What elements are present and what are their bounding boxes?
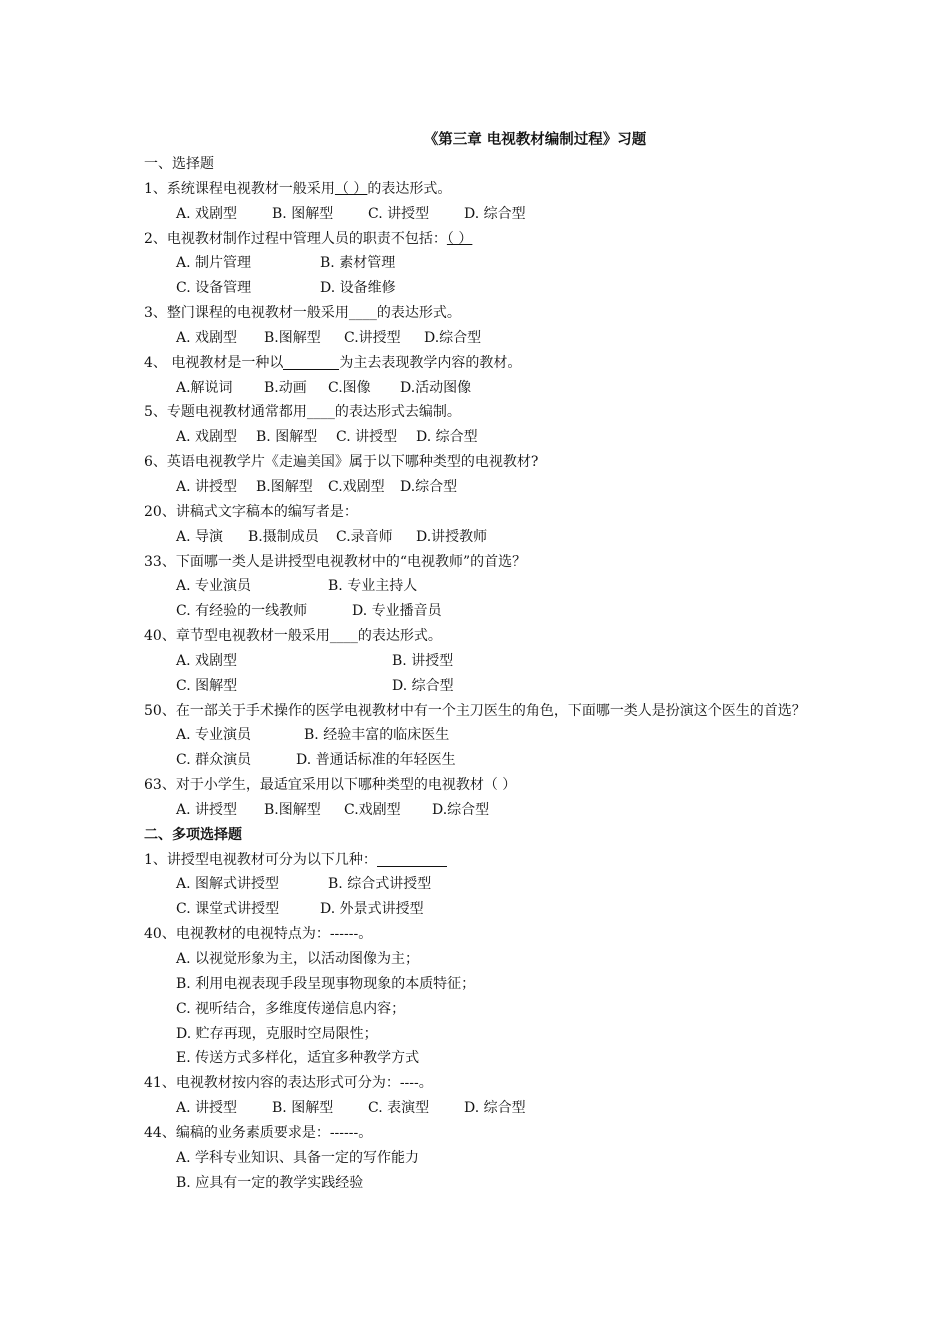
option-c: C.戏剧型: [328, 478, 385, 495]
option-d: D. 普通话标准的年轻医生: [296, 752, 456, 769]
question-stem: 20、讲稿式文字稿本的编写者是：: [144, 503, 358, 520]
option-c: C. 讲授型: [336, 429, 398, 446]
option-d: D.综合型: [432, 801, 490, 818]
question-stem: 33、下面哪一类人是讲授型电视教材中的“电视教师”的首选？: [144, 553, 527, 570]
option-a: A. 图解式讲授型: [176, 876, 280, 893]
option-c: C. 有经验的一线教师: [176, 603, 308, 620]
option-a: A. 戏剧型: [176, 329, 238, 346]
option-b: B. 利用电视表现手段呈现事物现象的本质特征；: [176, 975, 476, 992]
option-b: B. 图解型: [256, 429, 318, 446]
option-d: D. 外景式讲授型: [320, 901, 424, 918]
option-row: [144, 475, 824, 500]
option-a: A. 学科专业知识、具备一定的写作能力: [176, 1149, 420, 1166]
option-c: C. 图解型: [176, 677, 238, 694]
option-row: [144, 525, 824, 550]
option-b: B. 讲授型: [392, 652, 454, 669]
option-a: A. 制片管理: [176, 255, 252, 272]
option-a: A. 讲授型: [176, 1100, 238, 1117]
option-row: [144, 425, 824, 450]
question-stem: 3、整门课程的电视教材一般采用____的表达形式。: [144, 305, 461, 322]
option-row: [144, 574, 824, 599]
question-stem: [144, 227, 824, 252]
option-row: [144, 1096, 824, 1121]
option-row: [144, 202, 824, 227]
section-heading: 一、选择题: [144, 156, 214, 172]
option-row: [144, 872, 824, 897]
page-title: 《第三章 电视教材编制过程》习题: [423, 132, 647, 148]
question-stem: 5、专题电视教材通常都用____的表达形式去编制。: [144, 404, 461, 421]
option-c: C.录音师: [336, 528, 393, 545]
option-row: [144, 723, 824, 748]
option-d: D.活动图像: [400, 379, 472, 396]
option-c: C. 表演型: [368, 1100, 430, 1117]
option-row: [144, 376, 824, 401]
option-a: A. 讲授型: [176, 801, 238, 818]
option-row: [144, 251, 824, 276]
answer-blank: [283, 353, 339, 370]
option-row: [144, 798, 824, 823]
option-a: A. 戏剧型: [176, 652, 238, 669]
stem-text: 为主去表现教学内容的教材。: [339, 354, 522, 371]
option-row: [144, 649, 824, 674]
option-row: [144, 599, 824, 624]
option-d: D. 综合型: [416, 429, 478, 446]
stem-text: 1、讲授型电视教材可分为以下几种：: [144, 851, 377, 868]
option-d: D.讲授教师: [416, 528, 488, 545]
option-row: [144, 326, 824, 351]
question-stem: [144, 177, 824, 202]
option-c: C. 群众演员: [176, 752, 252, 769]
question-stem: [144, 351, 824, 376]
option-c: C. 讲授型: [368, 205, 430, 222]
answer-blank: （ ）: [334, 180, 368, 197]
option-d: D. 专业播音员: [352, 603, 442, 620]
option-a: A. 专业演员: [176, 578, 252, 595]
stem-text: 1、系统课程电视教材一般采用: [144, 180, 335, 197]
question-stem: 50、在一部关于手术操作的医学电视教材中有一个主刀医生的角色，下面哪一类人是扮演这个医生的首选？: [144, 702, 806, 719]
answer-blank: （ ）: [446, 230, 473, 247]
option-c: C. 视听结合，多维度传递信息内容；: [176, 1000, 406, 1017]
option-d: D. 综合型: [464, 205, 526, 222]
option-c: C.讲授型: [344, 329, 401, 346]
option-a: A. 讲授型: [176, 478, 238, 495]
option-a: A.解说词: [176, 379, 233, 396]
option-d: D. 贮存再现，克服时空局限性；: [176, 1025, 378, 1042]
option-e: E. 传送方式多样化，适宜多种教学方式: [176, 1050, 420, 1067]
question-stem: 6、英语电视教学片《走遍美国》属于以下哪种类型的电视教材?: [144, 454, 539, 471]
answer-blank: [377, 850, 447, 867]
option-c: C.戏剧型: [344, 801, 401, 818]
option-b: B.摄制成员: [248, 528, 319, 545]
option-c: C. 课堂式讲授型: [176, 901, 280, 918]
exercise-content: [144, 152, 824, 1195]
option-row: [144, 897, 824, 922]
option-b: B.动画: [264, 379, 307, 396]
option-d: D.综合型: [424, 329, 482, 346]
option-b: B.图解型: [264, 801, 321, 818]
option-c: C. 设备管理: [176, 280, 252, 297]
option-b: B. 专业主持人: [328, 578, 418, 595]
question-stem: 63、对于小学生，最适宜采用以下哪种类型的电视教材（ ）: [144, 777, 517, 794]
question-stem: 41、电视教材按内容的表达形式可分为：----。: [144, 1075, 433, 1092]
option-d: D. 综合型: [464, 1100, 526, 1117]
stem-text: 的表达形式。: [367, 180, 452, 197]
option-a: A. 导演: [176, 528, 224, 545]
option-d: D. 综合型: [392, 677, 454, 694]
option-b: B. 经验丰富的临床医生: [304, 727, 450, 744]
stem-text: 2、电视教材制作过程中管理人员的职责不包括：: [144, 230, 447, 247]
option-b: B.图解型: [264, 329, 321, 346]
option-a: A. 戏剧型: [176, 429, 238, 446]
option-b: B. 图解型: [272, 1100, 334, 1117]
option-a: A. 戏剧型: [176, 205, 238, 222]
option-d: D. 设备维修: [320, 280, 396, 297]
option-b: B.图解型: [256, 478, 313, 495]
question-stem: 44、编稿的业务素质要求是：------。: [144, 1124, 373, 1141]
section-heading: 二、多项选择题: [144, 826, 242, 843]
option-d: D.综合型: [400, 478, 458, 495]
question-stem: 40、章节型电视教材一般采用____的表达形式。: [144, 628, 442, 645]
option-row: [144, 748, 824, 773]
option-b: B. 素材管理: [320, 255, 396, 272]
option-b: B. 综合式讲授型: [328, 876, 432, 893]
stem-text: 4、 电视教材是一种以: [144, 354, 284, 371]
option-b: B. 图解型: [272, 205, 334, 222]
option-b: B. 应具有一定的教学实践经验: [176, 1174, 364, 1191]
option-a: A. 专业演员: [176, 727, 252, 744]
question-stem: 40、电视教材的电视特点为：------。: [144, 926, 373, 943]
option-row: [144, 674, 824, 699]
option-a: A. 以视觉形象为主，以活动图像为主；: [176, 951, 420, 967]
question-stem: [144, 848, 824, 873]
option-row: [144, 276, 824, 301]
option-c: C.图像: [328, 379, 371, 396]
